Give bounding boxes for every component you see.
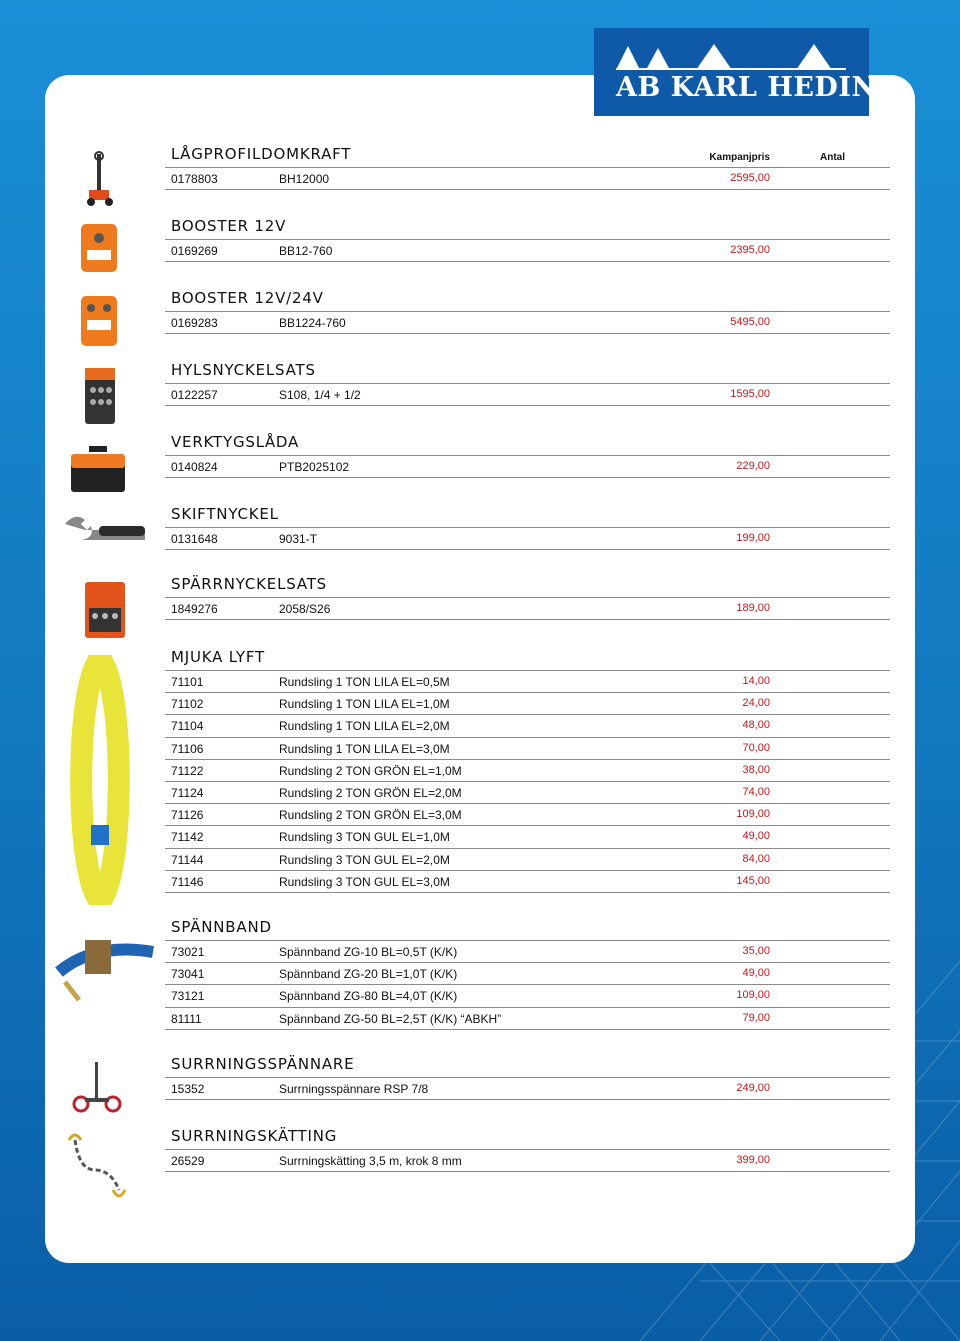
- article-number: 1849276: [171, 602, 218, 616]
- product-description: BB12-760: [279, 244, 333, 258]
- product-description: Spännband ZG-50 BL=2,5T (K/K) “ABKH”: [279, 1011, 502, 1026]
- campaign-price: 189,00: [736, 602, 770, 614]
- column-header-price: Kampanjpris: [709, 152, 770, 163]
- campaign-price: 229,00: [736, 460, 770, 472]
- product-row: [165, 782, 890, 804]
- campaign-price: 2595,00: [730, 172, 770, 184]
- section-header: [165, 284, 890, 312]
- article-number: 71126: [171, 808, 204, 823]
- product-description: Rundsling 2 TON GRÖN EL=2,0M: [279, 785, 462, 800]
- product-section: [165, 913, 890, 1030]
- product-row: [165, 804, 890, 826]
- product-row: [165, 693, 890, 715]
- product-description: PTB2025102: [279, 460, 350, 474]
- section-header: [165, 212, 890, 240]
- product-section: [165, 1050, 890, 1100]
- logo-text: AB KARL HEDIN: [616, 72, 877, 103]
- section-header: [165, 643, 890, 671]
- section-header: [165, 1122, 890, 1150]
- article-number: 71124: [171, 785, 204, 800]
- article-number: 71101: [171, 675, 204, 689]
- article-number: 0140824: [171, 460, 218, 474]
- section-header: [165, 140, 890, 168]
- article-number: 73041: [171, 967, 205, 982]
- product-row: [165, 1078, 890, 1100]
- campaign-price: 2395,00: [730, 244, 770, 256]
- product-row: [165, 1008, 890, 1030]
- section-title: SKIFTNYCKEL: [171, 505, 279, 523]
- section-title: SURRNINGSSPÄNNARE: [171, 1055, 355, 1073]
- campaign-price: 145,00: [736, 874, 770, 887]
- logo-rule: [616, 68, 846, 70]
- section-title: SPÄNNBAND: [171, 918, 272, 936]
- article-number: 71102: [171, 697, 204, 712]
- product-row: [165, 312, 890, 334]
- chain-icon: [55, 1130, 135, 1200]
- product-description: S108, 1/4 + 1/2: [279, 388, 361, 402]
- product-row: [165, 826, 890, 848]
- column-header-qty: Antal: [820, 152, 845, 163]
- floor-jack-icon: [55, 150, 135, 210]
- product-row: [165, 240, 890, 262]
- article-number: 0169283: [171, 316, 218, 330]
- article-number: 26529: [171, 1154, 205, 1168]
- product-description: 9031-T: [279, 532, 318, 546]
- product-row: [165, 456, 890, 478]
- campaign-price: 199,00: [736, 532, 770, 544]
- article-number: 0131648: [171, 532, 218, 546]
- product-description: Spännband ZG-10 BL=0,5T (K/K): [279, 945, 458, 959]
- product-section: [165, 284, 890, 334]
- section-title: SURRNINGSKÄTTING: [171, 1127, 338, 1145]
- toolbox-icon: [55, 440, 135, 500]
- product-description: BB1224-760: [279, 316, 346, 330]
- section-header: [165, 428, 890, 456]
- campaign-price: 74,00: [742, 785, 770, 798]
- campaign-price: 399,00: [736, 1154, 770, 1166]
- campaign-price: 109,00: [736, 808, 770, 821]
- product-description: Spännband ZG-20 BL=1,0T (K/K): [279, 967, 458, 982]
- booster-icon: [55, 220, 135, 280]
- product-row: [165, 1150, 890, 1172]
- article-number: 0169269: [171, 244, 218, 258]
- product-section: [165, 356, 890, 406]
- product-row: [165, 738, 890, 760]
- article-number: 0178803: [171, 172, 218, 186]
- article-number: 0122257: [171, 388, 218, 402]
- article-number: 73121: [171, 989, 205, 1004]
- section-title: SPÄRRNYCKELSATS: [171, 575, 328, 593]
- product-description: Rundsling 1 TON LILA EL=2,0M: [279, 719, 450, 734]
- campaign-price: 35,00: [742, 945, 770, 957]
- product-row: [165, 671, 890, 693]
- ratchet-set-icon: [55, 578, 135, 642]
- product-row: [165, 985, 890, 1007]
- campaign-price: 79,00: [742, 1011, 770, 1024]
- product-section: [165, 428, 890, 478]
- campaign-price: 49,00: [742, 830, 770, 843]
- section-header: [165, 570, 890, 598]
- product-section: [165, 140, 890, 190]
- section-title: BOOSTER 12V: [171, 217, 287, 235]
- product-row: [165, 168, 890, 190]
- article-number: 71144: [171, 852, 204, 867]
- campaign-price: 5495,00: [730, 316, 770, 328]
- booster-icon: [55, 292, 135, 352]
- product-section: [165, 570, 890, 620]
- article-number: 71106: [171, 741, 204, 756]
- article-number: 81111: [171, 1011, 202, 1026]
- ratchet-strap-icon: [55, 922, 155, 1002]
- campaign-price: 38,00: [742, 763, 770, 776]
- wrench-icon: [55, 510, 145, 550]
- article-number: 71146: [171, 874, 204, 889]
- article-number: 71104: [171, 719, 204, 734]
- product-row: [165, 871, 890, 893]
- section-header: [165, 913, 890, 941]
- campaign-price: 49,00: [742, 967, 770, 980]
- campaign-price: 70,00: [742, 741, 770, 754]
- product-row: [165, 849, 890, 871]
- product-row: [165, 760, 890, 782]
- section-title: VERKTYGSLÅDA: [171, 433, 300, 451]
- campaign-price: 24,00: [742, 697, 770, 710]
- product-description: 2058/S26: [279, 602, 331, 616]
- product-row: [165, 963, 890, 985]
- load-binder-icon: [55, 1060, 135, 1120]
- product-section: [165, 500, 890, 550]
- section-header: [165, 356, 890, 384]
- product-description: Rundsling 2 TON GRÖN EL=1,0M: [279, 763, 462, 778]
- product-section: [165, 1122, 890, 1172]
- campaign-price: 109,00: [736, 989, 770, 1002]
- article-number: 73021: [171, 945, 205, 959]
- product-description: Surrningsspännare RSP 7/8: [279, 1082, 429, 1096]
- product-description: Rundsling 1 TON LILA EL=3,0M: [279, 741, 450, 756]
- campaign-price: 48,00: [742, 719, 770, 732]
- article-number: 71122: [171, 763, 204, 778]
- campaign-price: 14,00: [742, 675, 770, 687]
- round-sling-icon: [55, 655, 145, 905]
- section-title: HYLSNYCKELSATS: [171, 361, 316, 379]
- product-description: Rundsling 3 TON GUL EL=3,0M: [279, 874, 450, 889]
- article-number: 71142: [171, 830, 204, 845]
- product-row: [165, 598, 890, 620]
- product-description: Rundsling 3 TON GUL EL=2,0M: [279, 852, 450, 867]
- campaign-price: 84,00: [742, 852, 770, 865]
- campaign-price: 249,00: [736, 1082, 770, 1094]
- campaign-price: 1595,00: [730, 388, 770, 400]
- product-row: [165, 715, 890, 737]
- product-description: Rundsling 2 TON GRÖN EL=3,0M: [279, 808, 462, 823]
- product-row: [165, 528, 890, 550]
- section-header: [165, 1050, 890, 1078]
- product-description: Rundsling 1 TON LILA EL=1,0M: [279, 697, 450, 712]
- article-number: 15352: [171, 1082, 205, 1096]
- product-description: Surrningskätting 3,5 m, krok 8 mm: [279, 1154, 462, 1168]
- company-logo: [594, 28, 877, 116]
- section-title: MJUKA LYFT: [171, 648, 266, 666]
- product-row: [165, 384, 890, 406]
- product-row: [165, 941, 890, 963]
- product-description: BH12000: [279, 172, 330, 186]
- product-section: [165, 643, 890, 893]
- section-title: BOOSTER 12V/24V: [171, 289, 324, 307]
- product-description: Rundsling 1 TON LILA EL=0,5M: [279, 675, 450, 689]
- product-section: [165, 212, 890, 262]
- product-description: Spännband ZG-80 BL=4,0T (K/K): [279, 989, 458, 1004]
- section-header: [165, 500, 890, 528]
- product-description: Rundsling 3 TON GUL EL=1,0M: [279, 830, 450, 845]
- socket-set-icon: [55, 366, 135, 426]
- section-title: LÅGPROFILDOMKRAFT: [171, 145, 352, 163]
